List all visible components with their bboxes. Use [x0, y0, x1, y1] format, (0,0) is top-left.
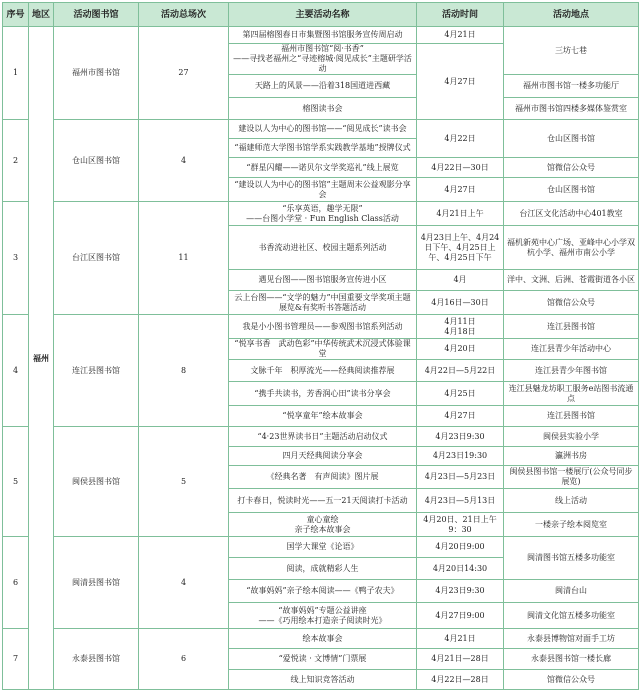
activity-name-cell: 榕图读书会 — [229, 98, 417, 120]
library-cell: 连江县图书馆 — [54, 315, 139, 427]
library-cell: 仓山区图书馆 — [54, 120, 139, 202]
count-cell: 6 — [139, 629, 229, 690]
activity-time-cell: 4月16日—30日 — [417, 291, 504, 315]
activity-name-cell: 遇见台图——图书馆服务宣传进小区 — [229, 270, 417, 291]
activity-place-cell: 福州市图书馆四楼多媒体鉴赏室 — [504, 98, 639, 120]
activity-name-cell: 我是小小图书管理员——参观图书馆系列活动 — [229, 315, 417, 339]
activity-time-cell: 4月23日9:30 — [417, 427, 504, 447]
count-cell: 8 — [139, 315, 229, 427]
activity-name-cell: “爱悦读 · 文博情”门票展 — [229, 649, 417, 670]
activity-name-cell: 四月天经典阅读分享会 — [229, 447, 417, 466]
header-region: 地区 — [29, 3, 54, 27]
header-row — [3, 3, 639, 27]
activity-time-cell: 4月27日 — [417, 178, 504, 202]
activity-name-cell: “悦享书香 武动色彩”中华传统武术沉浸式体验课堂 — [229, 339, 417, 360]
activity-place-cell: 永泰县博物馆对面手工坊 — [504, 629, 639, 649]
activity-name-cell: “乐享英语，趣学无限” ——台图小学堂 · Fun English Class活动 — [229, 202, 417, 226]
seq-cell: 4 — [3, 315, 29, 427]
activity-place-cell: 馆微信公众号 — [504, 670, 639, 690]
activity-name-cell: 国学大课堂《论语》 — [229, 537, 417, 558]
activity-name-cell: 打卡春日，悦读时光——五一21天阅读打卡活动 — [229, 489, 417, 513]
activity-time-cell: 4月20日9:00 — [417, 537, 504, 558]
seq-cell: 6 — [3, 537, 29, 629]
activity-place-cell: 连江县青少年图书馆 — [504, 360, 639, 382]
activity-name-cell: “故事妈妈”专题公益讲座 ——《巧用绘本打造亲子阅读时光》 — [229, 603, 417, 629]
activity-time-cell: 4月22日 — [417, 120, 504, 158]
activity-place-cell: 连江县图书馆 — [504, 315, 639, 339]
activity-time-cell: 4月22日—30日 — [417, 158, 504, 178]
seq-cell: 3 — [3, 202, 29, 315]
activity-place-cell: 馆微信公众号 — [504, 291, 639, 315]
activity-time-cell: 4月23日上午、4月24日下午、4月25日上午、4月25日下午 — [417, 226, 504, 270]
activity-name-cell: 天路上的风景——沿着318国道进西藏 — [229, 75, 417, 98]
library-cell: 闽侯县图书馆 — [54, 427, 139, 537]
header-count: 活动总场次 — [139, 3, 229, 27]
activity-name-cell: 福州市图书馆“阅·书香” ——寻找老福州之“寻迹榕城·阅见成长”主题研学活动 — [229, 44, 417, 75]
activity-name-cell: “故事妈妈”亲子绘本阅读——《鸭子农夫》 — [229, 580, 417, 603]
activity-time-cell: 4月23日—5月23日 — [417, 466, 504, 489]
activity-name-cell: 文脉千年 积厚流光——经典阅读推荐展 — [229, 360, 417, 382]
activity-time-cell: 4月23日—5月13日 — [417, 489, 504, 513]
count-cell: 5 — [139, 427, 229, 537]
activity-time-cell: 4月27日 — [417, 406, 504, 427]
header-seq: 序号 — [3, 3, 29, 27]
activity-name-cell: 线上知识竞答活动 — [229, 670, 417, 690]
activity-name-cell: “携手共读书，芳香润心田”读书分享会 — [229, 382, 417, 406]
region-cell: 福州 — [29, 27, 54, 690]
activity-name-cell: 绘本故事会 — [229, 629, 417, 649]
activity-place-cell: 馆微信公众号 — [504, 158, 639, 178]
seq-cell: 7 — [3, 629, 29, 690]
activity-time-cell: 4月21日—28日 — [417, 649, 504, 670]
activity-time-cell: 4月 — [417, 270, 504, 291]
activity-name-cell: 云上台图——“文学的魅力”中国重要文学奖项主题展览&有奖听书答题活动 — [229, 291, 417, 315]
activity-name-cell: 书香流动进社区、校园主题系列活动 — [229, 226, 417, 270]
table-row — [3, 537, 639, 558]
activity-time-cell: 4月23日9:30 — [417, 580, 504, 603]
activity-place-cell: 永泰县图书馆一楼长廊 — [504, 649, 639, 670]
activity-name-cell: “群星闪耀——诺贝尔文学奖巡礼”线上展览 — [229, 158, 417, 178]
table-row — [3, 629, 639, 649]
activity-place-cell: 闽清台山 — [504, 580, 639, 603]
activity-name-cell: 第四届榕图春日市集暨图书馆服务宣传周启动 — [229, 27, 417, 44]
activity-time-cell: 4月25日 — [417, 382, 504, 406]
activity-place-cell: 连江县青少年活动中心 — [504, 339, 639, 360]
activity-place-cell: 仓山区图书馆 — [504, 120, 639, 158]
table-row — [3, 120, 639, 139]
library-cell: 永泰县图书馆 — [54, 629, 139, 690]
header-library: 活动图书馆 — [54, 3, 139, 27]
library-cell: 福州市图书馆 — [54, 27, 139, 120]
activity-name-cell: “悦享童年”绘本故事会 — [229, 406, 417, 427]
activity-place-cell: 一楼亲子绘本阅览室 — [504, 513, 639, 537]
table-row — [3, 27, 639, 44]
activity-place-cell: 仓山区图书馆 — [504, 178, 639, 202]
activity-place-cell: 三坊七巷 — [504, 27, 639, 75]
activity-table — [2, 2, 639, 690]
library-cell: 闽清县图书馆 — [54, 537, 139, 629]
table-row — [3, 202, 639, 226]
activity-name-cell: “福建师范大学图书馆学系实践教学基地”授牌仪式 — [229, 139, 417, 158]
activity-name-cell: 《经典名著 有声阅读》图片展 — [229, 466, 417, 489]
activity-time-cell: 4月23日19:30 — [417, 447, 504, 466]
library-cell: 台江区图书馆 — [54, 202, 139, 315]
activity-place-cell: 线上活动 — [504, 489, 639, 513]
activity-time-cell: 4月27日9:00 — [417, 603, 504, 629]
table-row — [3, 315, 639, 339]
seq-cell: 5 — [3, 427, 29, 537]
activity-name-cell: 阅读，成就精彩人生 — [229, 558, 417, 580]
activity-place-cell: 连江县魅龙坊职工服务e站图书流通点 — [504, 382, 639, 406]
activity-time-cell: 4月21日 — [417, 629, 504, 649]
activity-name-cell: 童心童绘 亲子绘本故事会 — [229, 513, 417, 537]
count-cell: 27 — [139, 27, 229, 120]
table-row — [3, 427, 639, 447]
activity-place-cell: 瀛洲书房 — [504, 447, 639, 466]
activity-place-cell: 闽清图书馆五楼多功能室 — [504, 537, 639, 580]
header-activity-name: 主要活动名称 — [229, 3, 417, 27]
seq-cell: 1 — [3, 27, 29, 120]
activity-place-cell: 闽清文化馆五楼多功能室 — [504, 603, 639, 629]
activity-place-cell: 台江区文化活动中心401教室 — [504, 202, 639, 226]
count-cell: 4 — [139, 120, 229, 202]
activity-place-cell: 福机新苑中心广场、亚峰中心小学双杭小学、福州市南公小学 — [504, 226, 639, 270]
activity-time-cell: 4月27日 — [417, 44, 504, 120]
activity-place-cell: 连江县图书馆 — [504, 406, 639, 427]
activity-place-cell: 福州市图书馆一楼多功能厅 — [504, 75, 639, 98]
activity-name-cell: “建设以人为中心的图书馆”主题周末公益观影分享会 — [229, 178, 417, 202]
header-place: 活动地点 — [504, 3, 639, 27]
activity-time-cell: 4月20日 — [417, 339, 504, 360]
activity-time-cell: 4月20日14:30 — [417, 558, 504, 580]
activity-time-cell: 4月22日—28日 — [417, 670, 504, 690]
seq-cell: 2 — [3, 120, 29, 202]
activity-place-cell: 洋中、文洲、后洲、苍霞街道各小区 — [504, 270, 639, 291]
activity-name-cell: “4·23世界读书日”主题活动启动仪式 — [229, 427, 417, 447]
activity-place-cell: 闽侯县实验小学 — [504, 427, 639, 447]
activity-name-cell: 建设以人为中心的图书馆——“阅见成长”读书会 — [229, 120, 417, 139]
activity-time-cell: 4月22日—5月22日 — [417, 360, 504, 382]
activity-time-cell: 4月20日、21日上午9：30 — [417, 513, 504, 537]
activity-place-cell: 闽侯县图书馆一楼展厅(公众号同步展览) — [504, 466, 639, 489]
activity-time-cell: 4月21日 — [417, 27, 504, 44]
count-cell: 4 — [139, 537, 229, 629]
header-time: 活动时间 — [417, 3, 504, 27]
activity-time-cell: 4月21日上午 — [417, 202, 504, 226]
count-cell: 11 — [139, 202, 229, 315]
activity-time-cell: 4月11日 4月18日 — [417, 315, 504, 339]
